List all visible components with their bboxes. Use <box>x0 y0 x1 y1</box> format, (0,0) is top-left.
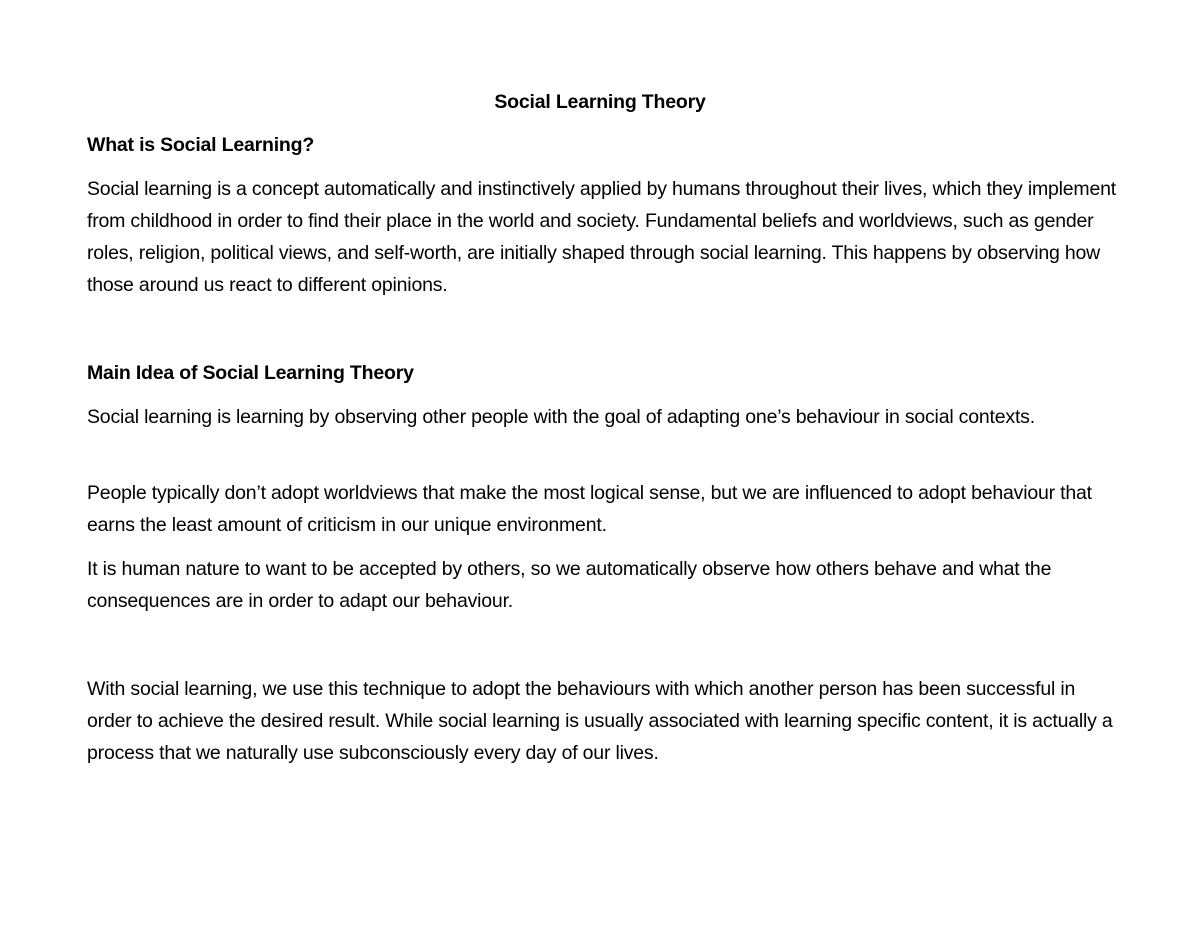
section-heading-main-idea: Main Idea of Social Learning Theory <box>87 362 414 384</box>
section-heading-what-is-social-learning: What is Social Learning? <box>87 134 315 156</box>
paragraph: Social learning is a concept automatically and instinctively applied by humans throughout their lives, which they implement from childhood in order to find their place in the world and society. Fundamental beliefs and worldviews, such as gender roles, religion, political views, and self-worth, are initially shaped through social learning. This happens by observing how those around us react to different opinions. <box>87 178 1116 296</box>
paragraph: Social learning is learning by observing other people with the goal of adapting one’s behaviour in social contexts. <box>87 406 1035 428</box>
document-title: Social Learning Theory <box>494 91 706 113</box>
paragraph: People typically don’t adopt worldviews that make the most logical sense, but we are influenced to adopt behaviour that earns the least amount of criticism in our unique environment. <box>87 482 1092 536</box>
paragraph: It is human nature to want to be accepted by others, so we automatically observe how others behave and what the consequences are in order to adapt our behaviour. <box>87 558 1052 612</box>
paragraph: With social learning, we use this technique to adopt the behaviours with which another person has been successful in order to achieve the desired result. While social learning is usually associated with learning specific content, it is actually a process that we naturally use subconsciously every day of our lives. <box>87 678 1113 764</box>
